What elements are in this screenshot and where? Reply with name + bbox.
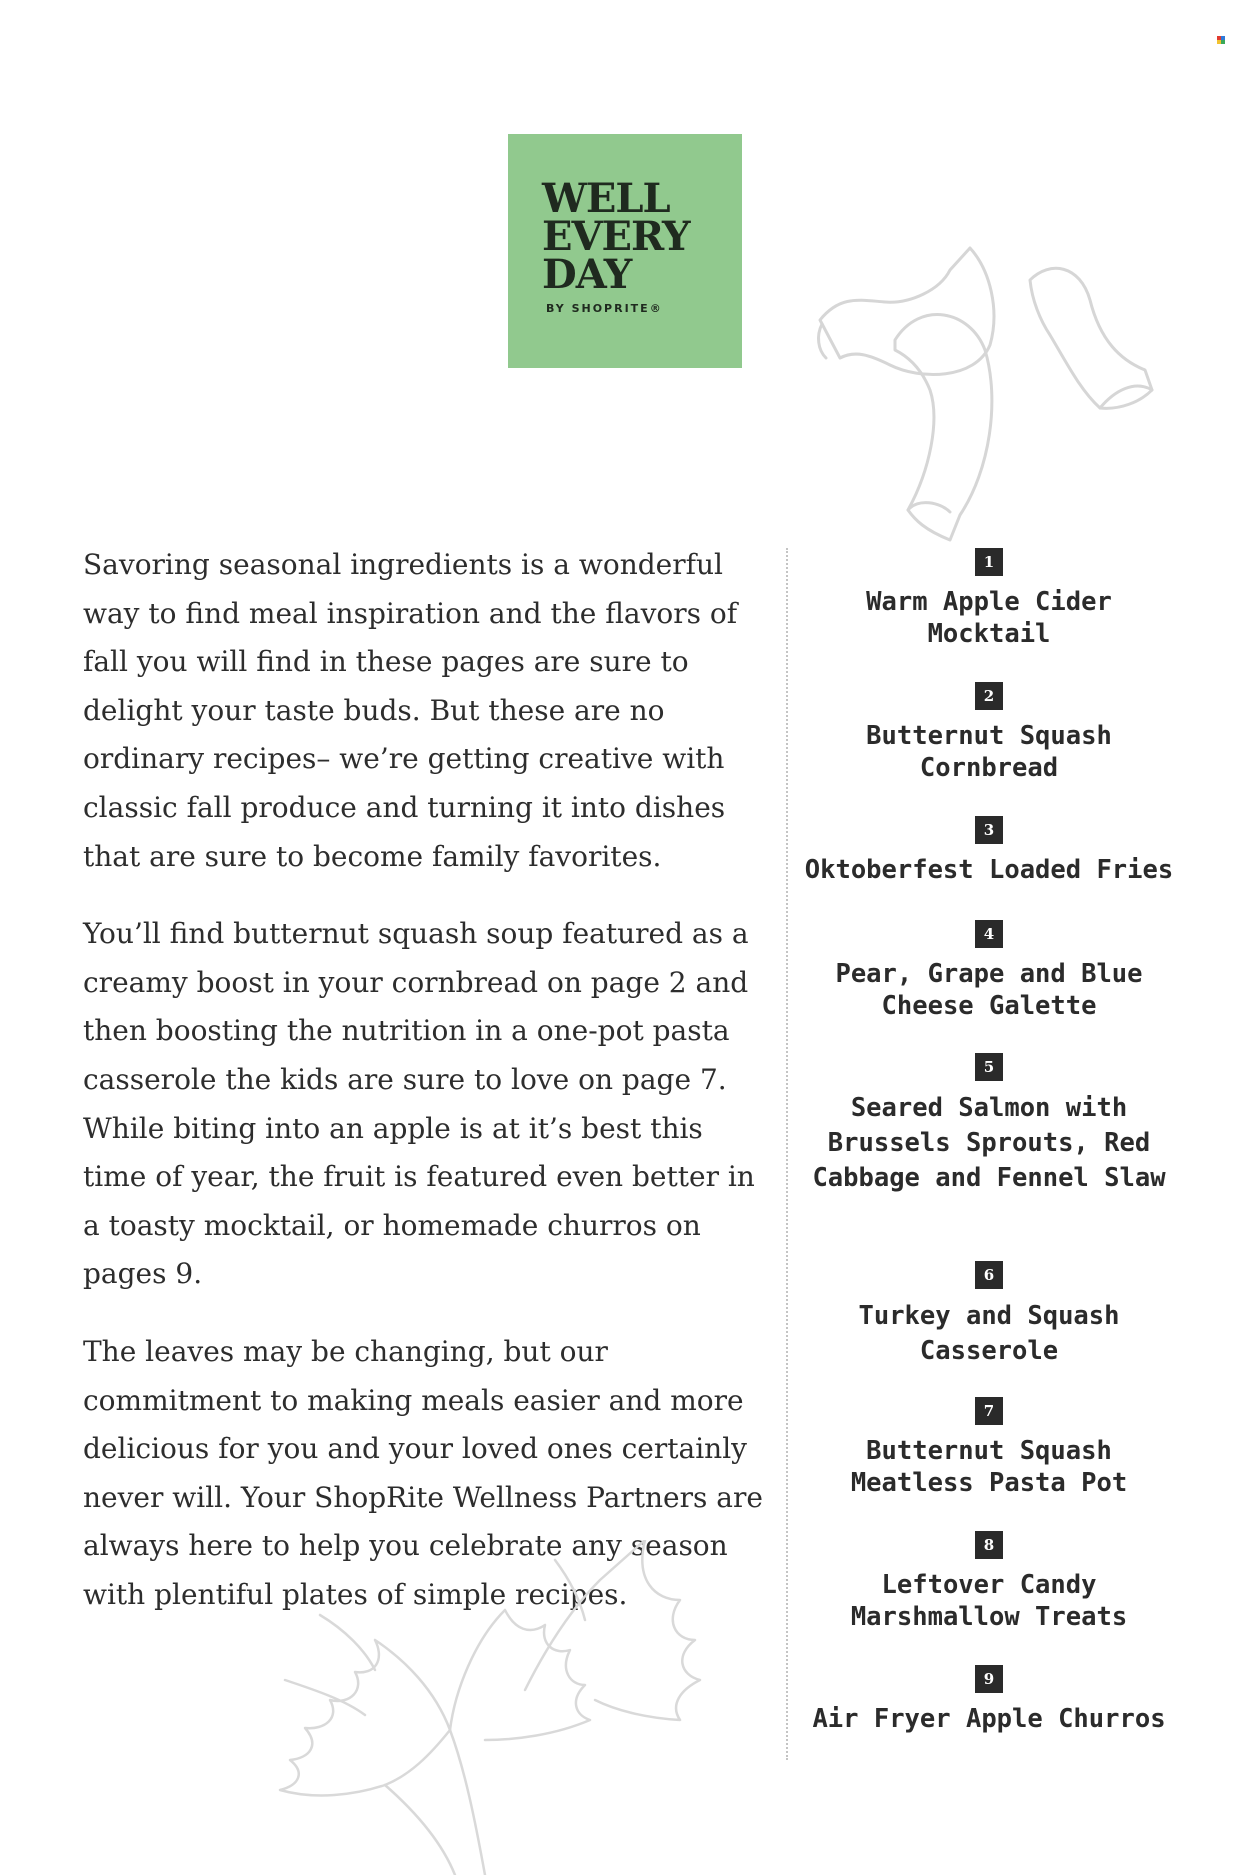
logo-line-1: WELL	[542, 175, 670, 222]
well-every-day-logo	[508, 134, 742, 368]
recipe-title: Pear, Grape and Blue Cheese Galette	[835, 959, 1143, 1021]
printer-mark-icon	[1217, 36, 1226, 45]
toc-item[interactable]	[800, 920, 1178, 1022]
page-number-badge: 8	[975, 1531, 1003, 1559]
recipe-title: Leftover Candy Marshmallow Treats	[850, 1570, 1128, 1632]
recipe-title: Seared Salmon with Brussels Sprouts, Red Cabbage and Fennel Slaw	[812, 1093, 1166, 1193]
recipe-title: Air Fryer Apple Churros	[812, 1704, 1166, 1734]
toc-item[interactable]	[800, 1053, 1178, 1196]
column-divider	[786, 548, 788, 1760]
toc-item[interactable]	[800, 1397, 1178, 1499]
toc-item[interactable]	[800, 816, 1178, 886]
page-number-badge: 1	[975, 548, 1003, 576]
page-number-badge: 3	[975, 816, 1003, 844]
page-number-badge: 9	[975, 1665, 1003, 1693]
intro-paragraph: You’ll find butternut squash soup featured as a creamy boost in your cornbread on page 2 and then boosting the nutrition in a one-pot pasta casserole the kids are sure to love on page 7. While biting into an apple is at it’s best this time of year, the fruit is featured even better in a toasty mocktail, or homemade churros on pages 9.	[83, 917, 755, 1291]
recipe-title: Warm Apple Cider Mocktail	[866, 587, 1112, 649]
page-number-badge: 2	[975, 682, 1003, 710]
logo-byline: BY SHOPRITE®	[546, 302, 663, 315]
intro-paragraph: The leaves may be changing, but our commitment to making meals easier and more delicious for you and your loved ones certainly never will. Your ShopRite Wellness Partners are always here to help you celebrate any season with plentiful plates of simple recipes.	[83, 1334, 763, 1611]
page-number-badge: 4	[975, 920, 1003, 948]
page-number-badge: 6	[975, 1261, 1003, 1289]
toc-item[interactable]	[800, 1531, 1178, 1633]
toc-item[interactable]	[800, 1665, 1178, 1735]
leaf-illustration-icon	[225, 1540, 745, 1875]
toc-item[interactable]	[800, 548, 1178, 650]
toc-item[interactable]	[800, 682, 1178, 784]
page-number-badge: 5	[975, 1053, 1003, 1081]
intro-text	[83, 541, 773, 1648]
logo-line-3: DAY	[542, 251, 632, 298]
pasta-illustration-icon	[800, 240, 1180, 550]
recipe-title: Butternut Squash Cornbread	[866, 721, 1112, 783]
recipe-title: Turkey and Squash Casserole	[858, 1301, 1120, 1366]
recipe-title: Butternut Squash Meatless Pasta Pot	[850, 1436, 1128, 1498]
page-number-badge: 7	[975, 1397, 1003, 1425]
logo-line-2: EVERY	[542, 213, 690, 260]
intro-paragraph: Savoring seasonal ingredients is a wonderful way to find meal inspiration and the flavors of fall you will find in these pages are sure to delight your taste buds. But these are no ordinary recipes– we’re getting creative with classic fall produce and turning it into dishes that are sure to become family favorites.	[83, 548, 738, 873]
recipe-title: Oktoberfest Loaded Fries	[804, 855, 1174, 885]
toc-item[interactable]	[800, 1261, 1178, 1369]
